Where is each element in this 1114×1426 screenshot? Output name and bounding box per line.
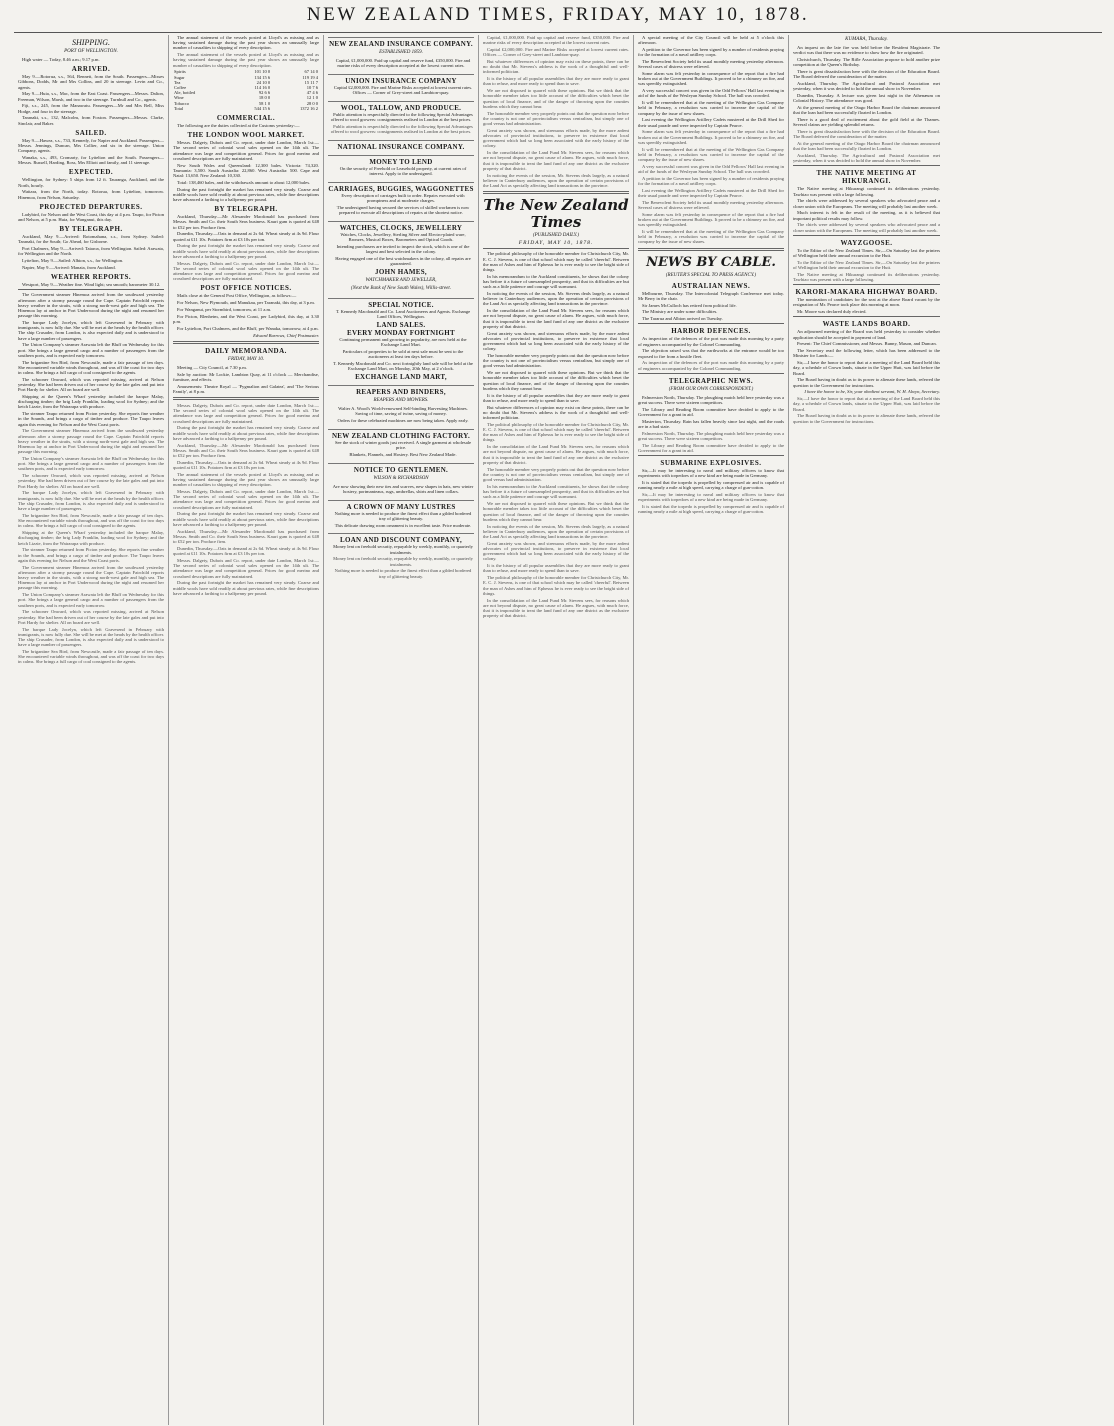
waste-item: The Board having in doubt as to its power to alienate these lands, referred the question to the Government for instructions. <box>793 413 940 424</box>
leader-paragraph: Great anxiety was shown, and strenuous efforts made, by the more ardent advocates of provincial institutions, to preserve in existence that local government which had so long been associated with the early history of the colony. <box>483 127 629 149</box>
ad-title: CARRIAGES, BUGGIES, WAGGONETTES <box>328 185 474 193</box>
telegraph-item: Port Chalmers, May 9.—Arrived: Taiaroa, from Wellington. Sailed: Arawata, for Wellington and the North. <box>18 246 164 257</box>
mail-item: For Lyttelton, Port Chalmers, and the Bluff, per Wanaka, tomorrow, at 4 p.m. <box>177 325 319 331</box>
commercial-item: Messrs. Dalgety, Dubois and Co. report, under date London, March 1st:—The second series of colonial wool sales opened on the 14th ult. The attendance was large and competition general. Prices for good merino and crossbred descriptions are fully maintained. <box>173 140 319 161</box>
native-item: The Native meeting at Hikurangi continued its deliberations yesterday. Tawhiao was present with a large following. <box>793 186 940 197</box>
commercial-item: The annual statement of the vessels posted at Lloyd's as missing and as having sustained damage during the past year shows an unusually large number of casualties to shipping of every description. <box>173 471 319 488</box>
leader-paragraph: In his memorandum to the Auckland constituents, he shows that the colony has before it a future of unexampled prosperity, and that its difficulties are but such as a little patience and courage will surmount. <box>483 273 629 290</box>
cable-item: Melbourne, Thursday. The Intercolonial Telegraph Conference met today. Mr Berry in the chair. <box>638 290 784 301</box>
memoranda-date: FRIDAY, MAY 10. <box>227 356 265 362</box>
misc-item: There is great dissatisfaction here with the decision of the Education Board. The Board deferred the consideration of the matter. <box>793 129 940 140</box>
news-item: Some alarm was felt yesterday in consequence of the report that a fire had broken out at the Government Buildings. It proved to be a chimney on fire, and was speedily extinguished. <box>638 71 784 87</box>
commercial-item: During the past fortnight the market has remained very steady. Coarse and middle wools have sold readily at about previous rates, while fine descriptions have advanced a farthing to a halfpenny per pound. <box>173 425 319 441</box>
column-advertisements <box>324 35 479 1425</box>
submarine-item: Sir,—It may be interesting to naval and military officers to know that experiments with torpedoes of a new kind are being made in Germany. <box>638 492 784 503</box>
submarine-item: Sir,—It may be interesting to naval and military officers to know that experiments with torpedoes of a new kind are being made in Germany. <box>638 468 784 479</box>
leader-paragraph: In the consolidation of the Land Fund Mr. Stevens sees, for reasons which are not beyond dispute, no great cause of alarm. He argues, with much force, that it is impossible to treat the land fund of any one district as the exclusive property of that district. <box>483 597 629 619</box>
news-item: Some alarm was felt yesterday in consequence of the report that a fire had broken out at the Government Buildings. It proved to be a chimney on fire, and was speedily extinguished. <box>638 129 784 145</box>
masthead-title: NEW ZEALAND TIMES, FRIDAY, MAY 10, 1878. <box>306 4 810 25</box>
waste-lands-heading: WASTE LANDS BOARD. <box>822 320 911 329</box>
ad-title: JOHN HAMES, <box>375 268 427 276</box>
commercial-item: Messrs. Dalgety, Dubois and Co. report, under date London, March 1st:—The second series of colonial wool sales opened on the 14th ult. The attendance was large and competition general. Prices for good merino and crossbred descriptions are fully maintained. <box>173 557 319 579</box>
commercial-item: Dunedin, Thursday.—Oats in demand at 2s 6d. Wheat steady at 4s 9d. Flour quoted at £11 10s. Potatoes firm at £3 10s per ton. <box>173 545 319 557</box>
leader-paragraph: The honorable member very properly points out that the question now before the country is not one of provincialism versus centralism, but simply one of good versus bad administration. <box>483 110 629 127</box>
leader-paragraph: It is the history of all popular assemblies that they are more ready to grant than to refuse, and more ready to spend than to save. <box>483 392 629 403</box>
news-item: Last evening the Wellington Artillery Cadets mustered at the Drill Shed for their usual parade and were inspected by Captain Pearce. <box>638 187 784 199</box>
mail-item: For Wanganui, per Stormbird, tomorrow, at 11 a.m. <box>177 307 272 313</box>
commercial-item: Auckland, Thursday.—Mr Alexander Macdonald has purchased from Messrs. Smith and Co. their South Seas business. Kauri gum is quoted at £48 to £52 per ton. Produce firm. <box>173 214 319 230</box>
shipping-article: The schooner Onward, which was reported missing, arrived at Nelson yesterday. She had been driven out of her course by the late gales and put into Port Hardy for shelter. All on board are well. <box>18 473 164 489</box>
leader-date: FRIDAY, MAY 10, 1878. <box>518 240 594 247</box>
divider <box>793 165 940 166</box>
submarine-explosives-heading: SUBMARINE EXPLOSIVES. <box>660 459 762 468</box>
customs-cell-name: Tobacco <box>174 100 190 106</box>
wayzgoose-item: To the Editor of the New Zealand Times. Sir,—On Saturday last the printers of Wellington held their annual excursion to the Hutt. <box>793 259 940 271</box>
customs-cell-name: Ale, bottled <box>174 90 196 96</box>
divider <box>173 341 319 344</box>
news-item: It will be remembered that at the meeting of the Wellington Gas Company held in February, a resolution was carried to increase the capital of the company by the issue of new shares. <box>638 229 784 245</box>
lloyds-paragraph: The annual statement of the vessels posted at Lloyd's as missing and as having sustained damage during the past year shows an unusually large number of casualties to shipping of every description. <box>173 35 319 51</box>
ad-subtitle: ESTABLISHED 1859. <box>379 50 423 55</box>
news-item: Last evening the Wellington Artillery Cadets mustered at the Drill Shed for their usual parade and were inspected by Captain Pearce. <box>638 117 784 128</box>
lloyds-paragraph: The annual statement of the vessels posted at Lloyd's as missing and as having sustained damage during the past year shows an unusually large number of casualties to shipping of every description. <box>173 52 319 68</box>
news-item: A very successful concert was given in the Odd Fellows' Hall last evening in aid of the funds of the Wesleyan Sunday School. The hall was crowded. <box>638 163 784 175</box>
ad-text: Are now showing their new ties and scarves, new shapes in hats, new winter hosiery, portmanteaus, rugs, umbrellas, shirts and linen collars. <box>332 483 474 494</box>
misc-item: At the general meeting of the Otago Harbor Board the chairman announced that the loan had been successfully floated in London. <box>793 105 940 116</box>
karori-heading: KARORI-MAKARA HIGHWAY BOARD. <box>795 288 938 297</box>
ad-text: The undersigned having secured the services of skilled workmen is now prepared to execute all descriptions of repairs at the shortest notice. <box>336 205 470 216</box>
customs-cell-name: Spirits <box>174 69 186 75</box>
cable-item: The Ministry are under some difficulties. <box>642 309 718 315</box>
leader-paragraph: In noticing the events of the session, Mr. Stevens deals largely, as a natural believer in Canterbury audiences, upon the operation of certain provisions of the Land Act as specially affecting land transactions in the province. <box>483 291 629 307</box>
native-item: The chiefs were addressed by several speakers who advocated peace and a closer union with the Europeans. The meeting will probably last another week. <box>793 198 940 209</box>
ad-title: NEW ZEALAND CLOTHING FACTORY. <box>331 431 471 440</box>
customs-cell-name: Wine <box>174 95 184 101</box>
australian-news-heading: AUSTRALIAN NEWS. <box>671 281 751 290</box>
divider <box>793 235 940 236</box>
ad-text: Public attention is respectfully directed to the following Special Advantages offered to wool growers: consignments realised in London at the best prices. <box>330 112 473 123</box>
customs-cell-v1: 101 10 0 <box>254 69 271 75</box>
leader-paragraph: It is the history of all popular assemblies that they are more ready to grant than to refuse, and more ready to spend than to save. <box>483 76 629 87</box>
leader-paragraph: We are not disposed to quarrel with these opinions. But we think that the honorable member takes too little account of the difficulties which beset the question of local finance, and of the danger of throwing upon the counties burdens which they cannot bear. <box>483 370 629 391</box>
ad-text: This delicate drawing room ornament is in excellent taste. Price moderate. <box>334 522 472 528</box>
misc-item: An inquest on the late fire was held before the Resident Magistrate. The verdict was that there was no evidence to show how the fire originated. <box>793 45 940 56</box>
ad-wool-tallow <box>328 101 474 138</box>
projected-heading: PROJECTED DEPARTURES. <box>39 202 143 211</box>
ad-watches <box>328 221 474 296</box>
telegraph-item: Auckland, May 9.—Arrived: Rotomahana, s.s., from Sydney. Sailed: Taranaki, for the South; Go Ahead, for Gisborne. <box>18 234 164 245</box>
telegraphic-item: Palmerston North, Thursday. The ploughing match held here yesterday was a great success. There were sixteen competitors. <box>638 430 784 442</box>
harbor-defences-heading: HARBOR DEFENCES. <box>671 327 751 336</box>
leader-paragraph: In noticing the events of the session, Mr. Stevens deals largely, as a natural believer in Canterbury audiences, upon the operation of certain provisions of the Land Act as specially affecting land transactions in the province. <box>483 523 629 539</box>
ad-text: Nothing more is needed to produce the finest effect than a gilded bordered tray of glittering beauty. <box>334 510 472 521</box>
ad-title: EXCHANGE LAND MART, <box>355 373 447 381</box>
ad-national-insurance <box>328 140 474 153</box>
shipping-article: Shipping at the Queen's Wharf yesterday included the barque Malay, discharging timber; the brig Lady Franklin, loading wool for Sydney; and the ketch Lizzie, from the Wairarapa with produce. <box>18 530 164 546</box>
leader-paragraph: In the consolidation of the Land Fund Mr. Stevens sees, for reasons which are not beyond dispute, no great cause of alarm. He argues, with much force, that it is impossible to treat the land fund of any one district as the exclusive property of that district. <box>483 308 629 329</box>
telegraphic-item: The Library and Reading Room committee have decided to apply to the Government for a grant in aid. <box>638 406 784 418</box>
ad-text: Capital £2,000,000. Fire and Marine Risks accepted at lowest current rates. Offices — Corner of Grey-street and Lambton-quay. <box>333 85 473 96</box>
commercial-item: The following are the duties collected at the Customs yesterday:— <box>177 123 300 129</box>
news-item: A very successful concert was given in the Odd Fellows' Hall last evening in aid of the funds of the Wesleyan Sunday School. The hall was crowded. <box>638 88 784 99</box>
ad-crown-lustres <box>328 500 474 532</box>
arrival-item: Taranaki, s.s., 132, Malcolm, from Foxton. Passengers—Messrs. Clarke, Sinclair, and Baker. <box>18 115 164 126</box>
masthead <box>14 4 1102 33</box>
customs-cell-v1: 134 15 6 <box>254 74 271 80</box>
customs-cell-name: Coffee <box>174 85 187 91</box>
ad-subtitle: WATCHMAKER AND JEWELLER, <box>365 278 437 283</box>
leader-paragraph: Capital, £1,000,000. Paid up capital and reserve fund, £350,000. Fire and marine risks of every description accepted at the lowest current rates. <box>483 35 629 46</box>
commercial-item: During the past fortnight the market has remained very steady. Coarse and middle wools have sold readily at about previous rates, while fine descriptions have advanced a farthing to a halfpenny per pound. <box>173 580 319 596</box>
waste-item: Sir,—I have the honor to report that at a meeting of the Land Board held this day, a schedule of Crown lands, situate in the Upper Hutt, was laid before the Board. <box>793 396 940 412</box>
column-leader <box>479 35 634 1425</box>
commercial-item: Messrs. Dalgety, Dubois and Co. report, under date London, March 1st:—The second series of colonial wool sales opened on the 14th ult. The attendance was large and competition general. Prices for good merino and crossbred descriptions are fully maintained. <box>173 260 319 282</box>
leader-paragraph: Capital £2,000,000. Fire and Marine Risks accepted at lowest current rates. Offices — Corner of Grey-street and Lambton-quay. <box>483 47 629 58</box>
customs-row <box>173 106 319 111</box>
ad-special-notice <box>328 298 474 383</box>
divider <box>793 316 940 317</box>
leader-paragraph: Great anxiety was shown, and strenuous efforts made, by the more ardent advocates of provincial institutions, to preserve in existence that local government which had so long been associated with the early history of the colony. <box>483 330 629 352</box>
mail-item: For Nelson, New Plymouth, and Manukau, per Taranaki, this day, at 3 p.m. <box>177 300 315 306</box>
ad-title: LAND SALES. <box>376 321 426 329</box>
ad-text: Watches, Clocks, Jewellery, Sterling Silver and Electro-plated ware, Bronzes, Musical Boxes, Barometers and Optical Goods. <box>340 232 466 243</box>
expected-heading: EXPECTED. <box>68 168 114 177</box>
news-by-cable-heading: NEWS BY CABLE. <box>646 254 776 270</box>
waste-item: The Secretary read the following letter, which has been addressed to the Minister for Lands:— <box>793 348 940 359</box>
leader-paragraph: The political philosophy of the honorable member for Christchurch City, Mr. E. C. J. Stevens, is one of that school which may be called 'cheerful'. Between the man of Ashes and him of Ephesus he is ever ready to see the bright side of things. <box>483 251 629 273</box>
memo-item: Sale by auction: Mr Lockie, Lambton Quay, at 11 o'clock — Merchandise, furniture, and effects. <box>173 371 319 382</box>
sailed-item: Wanaka, s.s., 493, Cromarty, for Lyttelton and the South. Passengers—Messrs. Russell, Harding, Ross, Mrs Elliott and family, and 11 steerage. <box>18 155 164 166</box>
waste-signature: I have the honor to be, Sir, your obedient servant, W. H. Alwyn, Secretary. <box>804 389 940 395</box>
ad-text: Particulars of properties to be sold at next sale must be sent to the auctioneers at least ten days before. <box>342 349 464 360</box>
ad-text: Every description of carriages built to order. Repairs executed with promptness and at moderate charges. <box>341 193 465 204</box>
shipping-article: The brigantine Sea Bird, from Newcastle, made a fair passage of ten days. She encountered variable winds throughout, and was off the coast for two days in calms. She brings a full cargo of coal consigned to the agents. <box>18 648 164 665</box>
misc-item: There is great dissatisfaction here with the decision of the Education Board. The Board deferred the consideration of the matter. <box>793 69 940 80</box>
customs-cell-v1: 544 15 6 <box>254 105 271 111</box>
memo-item: Amusements: Theatre Royal — 'Pygmalion and Galatea', and 'The Serious Family', at 8 p.m. <box>173 383 319 394</box>
news-item: A special meeting of the City Council will be held at 5 o'clock this afternoon. <box>638 35 784 46</box>
ad-text: Public attention is respectfully directed to the following Special Advantages offered to wool growers: consignments realised in London at the best prices. <box>330 124 473 135</box>
customs-cell-v2: 12 1 0 <box>306 95 318 101</box>
leader-paragraph: In noticing the events of the session, Mr. Stevens deals largely, as a natural believer in Canterbury audiences, upon the operation of certain provisions of the Land Act as specially affecting land transactions in the province. <box>483 172 629 189</box>
wayzgoose-heading: WAYZGOOSE. <box>840 238 893 247</box>
news-item: A petition to the Governor has been signed by a number of residents praying for the formation of a naval artillery corps. <box>638 175 784 187</box>
shipping-article: The Union Company's steamer Arawata left the Bluff on Wednesday for this port. She brings a large general cargo and a number of passengers from the southern ports, and is expected early tomorrow. <box>18 342 164 358</box>
customs-cell-v1: 18 0 0 <box>258 95 271 101</box>
projected-item: Ladybird, for Nelson and the West Coast, this day at 4 p.m. Taupo, for Picton and Nelson, at 5 p.m. Huia, for Wanganui, this day. <box>18 211 164 223</box>
published-daily: (PUBLISHED DAILY.) <box>532 233 580 239</box>
karori-item: Mr. Moore was declared duly elected. <box>797 309 867 315</box>
shipping-article: The Union Company's steamer Arawata left the Bluff on Wednesday for this port. She brings a large general cargo and a number of passengers from the southern ports, and is expected early tomorrow. <box>18 456 164 472</box>
ad-subtitle: REAPERS AND MOWERS. <box>373 398 429 403</box>
shipping-article: The barque Lady Jocelyn, which left Gravesend in February with immigrants, is now fully due. She will be met at the heads by the health officer. The ship Crusader, from London, is also expected daily and is understood to have a large number of passengers. <box>18 320 164 341</box>
cable-item: Sir James McCulloch has retired from political life. <box>642 302 737 308</box>
ad-title: LOAN AND DISCOUNT COMPANY, <box>339 536 462 545</box>
kumara-dateline: KUMARA, Thursday. <box>845 37 888 42</box>
leader-paragraph: In the consolidation of the Land Fund Mr. Stevens sees, for reasons which are not beyond dispute, no great cause of alarm. He argues, with much force, that it is impossible to treat the land fund of any one district as the exclusive property of that district. <box>483 150 629 171</box>
customs-cell-v1: 58 1 0 <box>258 100 271 106</box>
misc-item: Christchurch, Thursday. The Rifle Association propose to hold another prize competition at the Queen's Birthday. <box>793 57 940 68</box>
harbor-item: The objection raised was that the earthworks at the entrance would be too exposed to fire from a hostile fleet. <box>638 348 784 359</box>
commercial-item: During the past fortnight the market has remained very steady. Coarse and middle wools have sold readily at about previous rates, while fine descriptions have advanced a farthing to a halfpenny per pound. <box>173 186 319 203</box>
ad-text: See the stock of winter goods just received. A single garment at wholesale price. <box>334 439 472 450</box>
news-item: It will be remembered that at the meeting of the Wellington Gas Company held in February, a resolution was carried to increase the capital of the company by the issue of new shares. <box>638 100 784 116</box>
news-item: Some alarm was felt yesterday in consequence of the report that a fire had broken out at the Government Buildings. It proved to be a chimney on fire, and was speedily extinguished. <box>638 211 784 228</box>
leader-paragraph: We are not disposed to quarrel with these opinions. But we think that the honorable member takes too little account of the difficulties which beset the question of local finance, and of the danger of throwing upon the counties burdens which they cannot bear. <box>483 88 629 109</box>
divider <box>483 191 629 194</box>
submarine-item: It is stated that the torpedo is propelled by compressed air and is capable of running nearly a mile at high speed, carrying a charge of gun-cotton. <box>638 504 784 515</box>
column-misc <box>789 35 944 1425</box>
paper-name: The New Zealand Times <box>483 196 629 232</box>
ad-title: REAPERS AND BINDERS, <box>356 388 446 396</box>
ad-title: A CROWN OF MANY LUSTRES <box>346 502 456 511</box>
divider <box>483 248 629 249</box>
commercial-item: Dunedin, Thursday.—Oats in demand at 2s 6d. Wheat steady at 4s 9d. Flour quoted at £11 10s. Potatoes firm at £3 10s per ton. <box>173 459 319 471</box>
ad-nz-insurance <box>328 37 474 72</box>
shipping-article: The schooner Onward, which was reported missing, arrived at Nelson yesterday. She had been driven out of her course by the late gales and put into Port Hardy for shelter. All on board are well. <box>18 609 164 625</box>
divider <box>173 397 319 400</box>
commercial-item: During the past fortnight the market has remained very steady. Coarse and middle wools have sold readily at about previous rates, while fine descriptions have advanced a farthing to a halfpenny per pound. <box>173 511 319 527</box>
commercial-item: New South Wales and Queensland: 12,300 bales. Victoria: 74,320. Tasmania: 3,500. South Australia: 22,860. West Australia: 500. Cape and Natal: 13,650. New Zealand: 10,330. <box>173 162 319 179</box>
shipping-article: The schooner Onward, which was reported missing, arrived at Nelson yesterday. She had been driven out of her course by the late gales and put into Port Hardy for shelter. All on board are well. <box>18 376 164 393</box>
columns <box>14 35 1102 1425</box>
ad-title: WOOL, TALLOW, AND PRODUCE. <box>340 104 462 112</box>
divider <box>638 455 784 456</box>
native-item: Much interest is felt in the result of the meeting, as it is believed that important political results may follow. <box>793 210 940 221</box>
leader-paragraph: The honorable member very properly points out that the question now before the country is not one of provincialism versus centralism, but simply one of good versus bad administration. <box>483 353 629 369</box>
ad-text: Having engaged one of the best watchmakers in the colony, all repairs are guaranteed. <box>335 256 471 267</box>
commercial-item: Auckland, Thursday.—Mr Alexander Macdonald has purchased from Messrs. Smith and Co. their South Seas business. Kauri gum is quoted at £48 to £52 per ton. Produce firm. <box>173 442 319 459</box>
divider <box>18 289 164 290</box>
leader-paragraph: It is the history of all popular assemblies that they are more ready to grant than to refuse, and more ready to spend than to save. <box>483 563 629 574</box>
leader-paragraph: In the consolidation of the Land Fund Mr. Stevens sees, for reasons which are not beyond dispute, no great cause of alarm. He argues, with much force, that it is impossible to treat the land fund of any one district as the exclusive property of that district. <box>483 444 629 465</box>
misc-item: There is a good deal of excitement about the gold field at the Thames. Several claims are yielding splendid returns. <box>793 117 940 128</box>
customs-cell-v2: 67 14 0 <box>304 69 318 75</box>
ad-text: T. Kennedy Macdonald and Co. Land Auctioneers and Agents. Exchange Land Offices, Wellington. <box>335 309 471 320</box>
leader-paragraph: In his memorandum to the Auckland constituents, he shows that the colony has before it a future of unexampled prosperity, and that its difficulties are but such as a little patience and courage will surmount. <box>483 483 629 500</box>
ad-money-to-lend <box>328 155 474 180</box>
native-item: The chiefs were addressed by several speakers who advocated peace and a closer union with the Europeans. The meeting will probably last another week. <box>793 222 940 233</box>
port-heading: PORT OF WELLINGTON. <box>64 49 118 54</box>
ad-title: NEW ZEALAND INSURANCE COMPANY. <box>329 40 473 48</box>
news-item: The Benevolent Society held its usual monthly meeting yesterday afternoon. Several cases of distress were relieved. <box>638 199 784 211</box>
column-news <box>634 35 789 1425</box>
telegraphic-item: The Library and Reading Room committee have decided to apply to the Government for a grant in aid. <box>638 442 784 454</box>
commercial-item: Dunedin, Thursday.—Oats in demand at 2s 6d. Wheat steady at 4s 9d. Flour quoted at £11 10s. Potatoes firm at £3 10s per ton. <box>173 231 319 242</box>
ad-title: NATIONAL INSURANCE COMPANY. <box>337 143 465 151</box>
customs-cell-v2: 1372 16 2 <box>300 105 318 111</box>
postmaster-signature: Edward Burrows, Chief Postmaster. <box>253 332 319 338</box>
commercial-item: Total: 138,460 bales, and the withdrawals amount to about 12,000 bales. <box>177 179 311 185</box>
ad-text: Money lent on freehold security, repayable by weekly, monthly, or quarterly instalments. <box>333 556 473 567</box>
wayzgoose-item: The Native meeting at Hikurangi continued its deliberations yesterday. Tawhiao was present with a large following. <box>793 271 940 283</box>
ad-title: NOTICE TO GENTLEMEN. <box>353 465 449 474</box>
ad-text: Continuing permanent and growing in popularity, are now held at the Exchange Land Mart. <box>339 337 467 348</box>
waste-item: Sir,—I have the honor to report that at a meeting of the Land Board held this day, a schedule of Crown lands, situate in the Upper Hutt, was laid before the Board. <box>793 360 940 376</box>
column-shipping <box>14 35 169 1425</box>
cable-item: The Tararua and Albion arrived on Tuesday. <box>642 316 723 322</box>
own-correspondent-note: (FROM OUR OWN CORRESPONDENT.) <box>668 386 754 392</box>
column-commercial <box>169 35 324 1425</box>
expected-item: Wellington, for Sydney: 5 ships from 12 ft. Tauranga, Auckland, and the North, hourly. <box>18 177 164 188</box>
telegraph-item: Lyttelton, May 9.—Sailed: Albion, s.s., for Wellington. <box>22 258 124 264</box>
harbor-item: As inspection of the defences of the port was made this morning by a party of engineers accompanied by the Colonel Commanding. <box>638 360 784 371</box>
customs-table <box>173 69 319 111</box>
ad-title: WATCHES, CLOCKS, JEWELLERY <box>339 224 463 232</box>
shipping-article: The steamer Taupo returned from Picton yesterday. She reports fine weather in the Sounds, and brings a cargo of timber and produce. The Taupo leaves again this evening for Nelson and the West Coast ports. <box>18 411 164 427</box>
shipping-article: The Government steamer Hinemoa arrived from the southward yesterday afternoon after a stormy passage round the Cape. Captain Fairchild reports heavy weather in the straits, with a strong north-west gale and high sea. The Hinemoa lay at anchor in Port Underwood during the night and resumed her passage this morning. <box>18 564 164 591</box>
submarine-item: It is stated that the torpedo is propelled by compressed air and is capable of running nearly a mile at high speed, carrying a charge of gun-cotton. <box>638 480 784 491</box>
arrived-heading: ARRIVED. <box>71 65 111 74</box>
native-meeting-heading: THE NATIVE MEETING AT HIKURANGI. <box>816 169 917 186</box>
news-item: It will be remembered that at the meeting of the Wellington Gas Company held in February, a resolution was carried to increase the capital of the company by the issue of new shares. <box>638 146 784 163</box>
customs-cell-name: Sugar <box>174 74 185 80</box>
divider <box>793 284 940 285</box>
waste-item: The Board having in doubt as to its power to alienate these lands, referred the question to the Government for instructions. <box>793 377 940 388</box>
karori-item: The nomination of candidates for the seat at the above Board vacant by the resignation of Mr. Pearce took place this morning at noon. <box>793 297 940 308</box>
memo-item: Meeting — City Council, at 7.30 p.m. <box>177 364 247 370</box>
post-office-heading: POST OFFICE NOTICES. <box>200 284 292 293</box>
leader-paragraph: The honorable member very properly points out that the question now before the country is not one of provincialism versus centralism, but simply one of good versus bad administration. <box>483 466 629 483</box>
tide-note: High water — Today, 8.46 a.m.; 9.17 p.m. <box>22 57 100 62</box>
ad-text: On the security of Freehold or Leasehold property, at current rates of interest. Apply to the undersigned. <box>339 166 467 177</box>
customs-cell-v1: 92 6 6 <box>258 90 271 96</box>
commercial-telegraph-heading: BY TELEGRAPH. <box>214 205 278 214</box>
divider <box>638 323 784 324</box>
leader-paragraph: But whatever differences of opinion may exist on these points, there can be no doubt that Mr. Stevens's address is the work of a thoughtful and well-informed politician. <box>483 404 629 421</box>
customs-cell-v2: 28 0 0 <box>306 100 318 106</box>
news-item: The Benevolent Society held its usual monthly meeting yesterday afternoon. Several cases of distress were relieved. <box>638 59 784 70</box>
ad-text: Walter A. Wood's World-renowned Self-binding Harvesting Machines. Saving of time, saving of twine, saving of money. <box>338 406 468 417</box>
sailed-heading: SAILED. <box>75 128 107 137</box>
expected-item: Waitara, from the North, today. Rotorua, from Lyttelton, tomorrow. Hinemoa, from Nelson, Saturday. <box>18 189 164 200</box>
ad-title: UNION INSURANCE COMPANY <box>345 77 457 85</box>
divider <box>638 248 784 251</box>
telegraphic-news-heading: TELEGRAPHIC NEWS. <box>668 376 754 385</box>
news-item: A petition to the Governor has been signed by a number of residents praying for the formation of a naval artillery corps. <box>638 47 784 58</box>
ad-notice-gentlemen <box>328 463 474 498</box>
ad-text: T. Kennedy Macdonald and Co. next fortnightly land sale will be held at the Exchange Land Mart, on Monday, 20th May, at 2 o'clock. <box>333 361 473 372</box>
shipping-heading: SHIPPING. <box>72 38 110 47</box>
weather-heading: WEATHER REPORTS. <box>50 273 132 282</box>
shipping-article: The Government steamer Hinemoa arrived from the southward yesterday afternoon after a stormy passage round the Cape. Captain Fairchild reports heavy weather in the straits, with a strong north-west gale and high sea. The Hinemoa lay at anchor in Port Underwood during the night and resumed her passage this morning. <box>18 428 164 455</box>
shipping-article: The barque Lady Jocelyn, which left Gravesend in February with immigrants, is now fully due. She will be met at the heads by the health officer. The ship Crusader, from London, is also expected daily and is understood to have a large number of passengers. <box>18 626 164 648</box>
customs-cell-name: Tea <box>174 79 181 85</box>
waste-item: Present: The Chief Commissioner, and Messrs. Bunny, Mason, and Duncan. <box>797 341 937 347</box>
shipping-article: The brigantine Sea Bird, from Newcastle, made a fair passage of ten days. She encountered variable winds throughout, and was off the coast for two days in calms. She brings a full cargo of coal consigned to the agents. <box>18 512 164 529</box>
ad-carriages <box>328 182 474 219</box>
harbor-item: As inspection of the defences of the port was made this morning by a party of engineers accompanied by the Colonel Commanding. <box>638 336 784 347</box>
daily-memoranda-heading: DAILY MEMORANDA. <box>205 346 287 355</box>
ad-text: Nothing more is needed to produce the finest effect than a gilded bordered tray of glittering beauty. <box>334 568 472 579</box>
ad-reapers <box>328 385 474 427</box>
shipping-article: The brigantine Sea Bird, from Newcastle, made a fair passage of ten days. She encountered variable winds throughout, and was off the coast for two days in calms. She brings a full cargo of coal consigned to the agents. <box>18 359 164 376</box>
arrival-item: May 9.—Rotorua, s.s., 564, Bennett, from the South. Passengers—Misses Gibbons, Dodds, Mr and Mrs Collins, and 20 in steerage. Levin and Co., agents. <box>18 74 164 90</box>
divider <box>638 373 784 374</box>
ad-text: Orders for these celebrated machines are now being taken. Apply early. <box>337 418 469 423</box>
arrival-item: May 9.—Huia, s.s., Mac, from the East Coast. Passengers—Messrs. Dalton, Freeman, Wilson, Marsh, and two in the steerage. Turnbull and Co., agents. <box>18 91 164 102</box>
waste-item: An adjourned meeting of the Board was held yesterday to consider whether application should be accepted in payment of land. <box>793 329 940 340</box>
ad-text: Money lent on freehold security, repayable by weekly, monthly, or quarterly instalments. <box>333 544 473 555</box>
ad-title: EVERY MONDAY FORTNIGHT <box>346 329 455 337</box>
ad-clothing-factory <box>328 429 474 461</box>
misc-item: Dunedin, Thursday. A lecture was given last night in the Athenæum on Colonial History. The attendance was good. <box>793 93 940 104</box>
shipping-article: The Union Company's steamer Arawata left the Bluff on Wednesday for this port. She brings a large general cargo and a number of passengers from the southern ports, and is expected early tomorrow. <box>18 592 164 608</box>
customs-cell-v2: 10 7 6 <box>306 85 318 91</box>
telegraph-heading: BY TELEGRAPH. <box>59 225 123 234</box>
reuters-note: (REUTER'S SPECIAL TO PRESS AGENCY.) <box>665 272 757 278</box>
ad-text: Intending purchasers are invited to inspect the stock, which is one of the largest and best selected in the colony. <box>336 244 470 255</box>
customs-cell-name: Total <box>174 105 184 111</box>
customs-cell-v2: 47 4 6 <box>306 90 318 96</box>
commercial-item: During the past fortnight the market has remained very steady. Coarse and middle wools have sold readily at about previous rates, while fine descriptions have advanced a farthing to a halfpenny per pound. <box>173 243 319 259</box>
customs-cell-v2: 15 11 7 <box>304 79 318 85</box>
commercial-item: Messrs. Dalgety, Dubois and Co. report, under date London, March 1st:—The second series of colonial wool sales opened on the 14th ult. The attendance was large and competition general. Prices for good merino and crossbred descriptions are fully maintained. <box>173 489 319 510</box>
ad-subtitle: WILSON & RICHARDSON <box>373 475 429 481</box>
arrival-item: Fiji, s.s., 245, from the Manawatu. Passengers—Mr and Mrs Bell, Miss Hodge, and four in the steerage. <box>18 103 164 114</box>
leader-paragraph: But whatever differences of opinion may exist on these points, there can be no doubt that Mr. Stevens's address is the work of a thoughtful and well-informed politician. <box>483 59 629 75</box>
commercial-heading: COMMERCIAL. <box>216 114 276 123</box>
telegraphic-item: Masterton, Thursday. Rain has fallen heavily since last night, and the roads are in a bad state. <box>638 418 784 430</box>
leader-paragraph: The political philosophy of the honorable member for Christchurch City, Mr. E. C. J. Stevens, is one of that school which may be called 'cheerful'. Between the man of Ashes and him of Ephesus he is ever ready to see the bright side of things. <box>483 421 629 443</box>
shipping-article: The steamer Taupo returned from Picton yesterday. She reports fine weather in the Sounds, and brings a cargo of timber and produce. The Taupo leaves again this evening for Nelson and the West Coast ports. <box>18 547 164 563</box>
weather-item: Westport, May 9.—Weather fine. Wind light; sea smooth; barometer 30.12. <box>22 282 161 288</box>
telegraph-item: Napier, May 9.—Arrived: Manaia, from Auckland. <box>22 265 116 271</box>
shipping-article: The barque Lady Jocelyn, which left Gravesend in February with immigrants, is now fully due. She will be met at the heads by the health officer. The ship Crusader, from London, is also expected daily and is understood to have a large number of passengers. <box>18 490 164 512</box>
ad-title: MONEY TO LEND <box>369 158 433 166</box>
wayzgoose-item: To the Editor of the New Zealand Times. Sir,—On Saturday last the printers of Wellington held their annual excursion to the Hutt. <box>793 247 940 259</box>
mail-item: For Picton, Blenheim, and the West Coast, per Ladybird, this day, at 3.30 p.m. <box>173 313 319 325</box>
leader-paragraph: Great anxiety was shown, and strenuous efforts made, by the more ardent advocates of provincial institutions, to preserve in existence that local government which had so long been associated with the early history of the colony. <box>483 540 629 562</box>
ad-union-insurance <box>328 74 474 99</box>
telegraphic-item: Palmerston North, Thursday. The ploughing match held here yesterday was a great success. There were sixteen competitors. <box>638 394 784 406</box>
misc-item: At the general meeting of the Otago Harbor Board the chairman announced that the loan had been successfully floated in London. <box>793 141 940 152</box>
ad-title: SPECIAL NOTICE. <box>368 301 434 309</box>
ad-text: Capital, £1,000,000. Paid up capital and reserve fund, £350,000. Fire and marine risks of every description accepted at the lowest current rates. <box>335 58 471 69</box>
leader-paragraph: The political philosophy of the honorable member for Christchurch City, Mr. E. C. J. Stevens, is one of that school which may be called 'cheerful'. Between the man of Ashes and him of Ephesus he is ever ready to see the bright side of things. <box>483 575 629 596</box>
ad-loan-company <box>328 533 474 582</box>
customs-cell-v1: 24 10 0 <box>256 79 271 85</box>
customs-cell-v1: 114 16 0 <box>254 85 271 91</box>
shipping-article: The Government steamer Hinemoa arrived from the southward yesterday afternoon after a stormy passage round the Cape. Captain Fairchild reports heavy weather in the straits, with a strong north-west gale and high sea. The Hinemoa lay at anchor in Port Underwood during the night and resumed her passage this morning. <box>18 292 164 319</box>
commercial-item: Auckland, Thursday.—Mr Alexander Macdonald has purchased from Messrs. Smith and Co. their South Seas business. Kauri gum is quoted at £48 to £52 per ton. Produce firm. <box>173 528 319 545</box>
wool-market-heading: THE LONDON WOOL MARKET. <box>187 131 305 140</box>
shipping-article: Shipping at the Queen's Wharf yesterday included the barque Malay, discharging timber; the brig Lady Franklin, loading wool for Sydney; and the ketch Lizzie, from the Wairarapa with produce. <box>18 394 164 410</box>
customs-cell-v2: 119 19 4 <box>302 74 318 80</box>
misc-item: Auckland, Thursday. The Agricultural and Pastoral Association met yesterday, when it was decided to hold the annual show in November. <box>793 153 940 164</box>
commercial-item: Messrs. Dalgety, Dubois and Co. report, under date London, March 1st:—The second series of colonial wool sales opened on the 14th ult. The attendance was large and competition general. Prices for good merino and crossbred descriptions are fully maintained. <box>173 403 319 424</box>
ad-subtitle: (Next the Bank of New South Wales), Willis-street. <box>350 286 452 291</box>
leader-paragraph: We are not disposed to quarrel with these opinions. But we think that the honorable member takes too little account of the difficulties which beset the question of local finance, and of the danger of throwing upon the counties burdens which they cannot bear. <box>483 501 629 522</box>
sailed-item: May 9.—Hawea, s.s., 733, Kennedy, for Napier and Auckland. Passengers—Messrs. Jennings, Duncan, Mrs Collier, and six in the steerage. Union Company, agents. <box>18 137 164 154</box>
mail-item: Mails close at the General Post Office, Wellington, as follows:— <box>177 293 297 299</box>
misc-item: Auckland, Thursday. The Agricultural and Pastoral Association met yesterday, when it was decided to hold the annual show in November. <box>793 81 940 92</box>
ad-text: Blankets, Flannels, and Hosiery. Best New Zealand Made. <box>349 451 457 457</box>
